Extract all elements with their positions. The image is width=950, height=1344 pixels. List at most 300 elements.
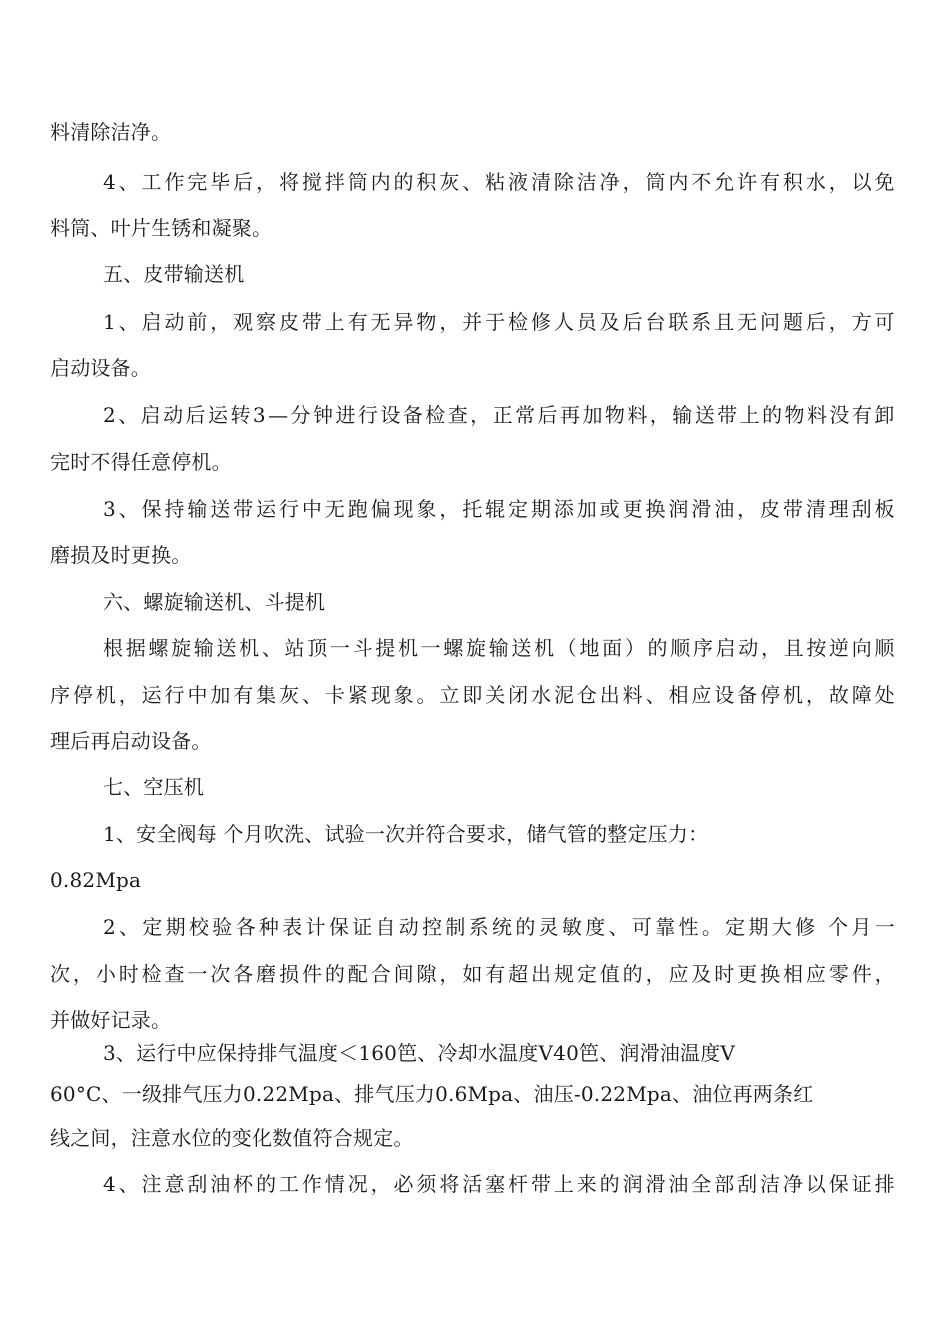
text-glyph: 螺 — [443, 636, 464, 660]
text-glyph: 小 — [95, 962, 117, 986]
text-line: 完时不得任意停机。 — [50, 450, 232, 474]
text-glyph: 添 — [553, 497, 575, 521]
text-glyph: 带 — [782, 497, 804, 521]
text-line: 磨损及时更换。 — [50, 543, 192, 567]
text-glyph: 证 — [851, 1172, 872, 1196]
text-glyph: 分 — [290, 403, 311, 427]
text-glyph: 一 — [874, 915, 895, 939]
text-glyph: 动 — [398, 915, 419, 939]
text-glyph: 滑 — [645, 1172, 666, 1196]
text-glyph: 将 — [439, 1172, 460, 1196]
text-glyph: 正 — [492, 403, 513, 427]
text-glyph: 料 — [806, 403, 828, 427]
text-glyph: 台 — [645, 310, 666, 334]
text-glyph: 的 — [324, 962, 346, 986]
text-glyph: 换 — [645, 497, 666, 521]
text-glyph: 系 — [468, 915, 489, 939]
text-line: 理后再启动设备。 — [50, 729, 212, 753]
text-glyph: 动 — [738, 636, 759, 660]
text-glyph: 故 — [828, 683, 850, 707]
text-glyph: 据 — [125, 636, 146, 660]
text-glyph: 泥 — [553, 683, 575, 707]
text-glyph: 制 — [445, 915, 466, 939]
text-glyph: 无 — [324, 497, 345, 521]
text-glyph: 皮 — [760, 497, 781, 521]
text-glyph: ， — [439, 962, 460, 986]
text-glyph: 4 — [103, 170, 116, 194]
text-glyph: 仓 — [576, 683, 598, 707]
text-glyph: 检 — [508, 310, 529, 334]
text-glyph: 即 — [462, 683, 483, 707]
text-glyph: 2 — [103, 403, 116, 427]
text-glyph: 后 — [622, 310, 643, 334]
text-glyph: 毕 — [210, 170, 231, 194]
text-glyph: 灵 — [538, 915, 559, 939]
text-glyph: 次 — [50, 962, 71, 986]
text-glyph: 系 — [691, 310, 712, 334]
text-glyph: 观 — [233, 310, 254, 334]
text-glyph: 现 — [370, 683, 391, 707]
text-glyph: 超 — [508, 962, 529, 986]
text-glyph: 输 — [672, 403, 693, 427]
text-glyph: 后 — [805, 310, 827, 334]
text-glyph: 一 — [420, 636, 441, 660]
text-glyph: 备 — [737, 683, 758, 707]
text-glyph: 料 — [622, 683, 643, 707]
text-glyph: 洁 — [760, 1172, 781, 1196]
text-glyph: 杯 — [233, 1172, 254, 1196]
text-glyph: 月 — [851, 915, 872, 939]
text-line — [50, 960, 895, 988]
text-glyph: 油 — [210, 1172, 231, 1196]
text-glyph: 立 — [439, 683, 460, 707]
text-glyph: 的 — [393, 170, 414, 194]
text-glyph: 隙 — [416, 962, 437, 986]
text-glyph: 修 — [795, 915, 816, 939]
text-glyph: 作 — [164, 170, 185, 194]
text-glyph: 、 — [118, 403, 139, 427]
text-glyph: 象 — [416, 497, 437, 521]
text-line — [103, 913, 895, 941]
text-glyph: 定 — [142, 915, 163, 939]
text-glyph: 灰 — [279, 683, 300, 707]
text-glyph: 完 — [187, 170, 208, 194]
text-glyph: 序 — [50, 683, 71, 707]
text-glyph: 油 — [714, 497, 735, 521]
text-glyph: 将 — [278, 170, 300, 194]
text-glyph: 皮 — [278, 310, 300, 334]
text-glyph: 塞 — [485, 1172, 506, 1196]
text-glyph: 控 — [422, 915, 443, 939]
text-glyph: ， — [805, 683, 827, 707]
text-line — [103, 634, 895, 662]
text-glyph: 油 — [668, 1172, 689, 1196]
text-glyph: ， — [210, 310, 231, 334]
text-glyph: 斗 — [352, 636, 373, 660]
text-glyph: 刮 — [851, 497, 872, 521]
text-glyph: 须 — [416, 1172, 437, 1196]
text-glyph: 根 — [103, 636, 124, 660]
text-glyph: 滑 — [691, 497, 712, 521]
text-glyph: 偏 — [370, 497, 391, 521]
text-glyph: 积 — [416, 170, 437, 194]
text-glyph: 情 — [324, 1172, 345, 1196]
text-glyph: 查 — [447, 403, 468, 427]
text-glyph: 物 — [784, 403, 805, 427]
text-glyph: 件 — [301, 962, 323, 986]
text-glyph: 启 — [715, 636, 736, 660]
text-glyph: 运 — [141, 683, 162, 707]
text-glyph: 应 — [668, 962, 689, 986]
text-glyph: 输 — [187, 497, 208, 521]
text-glyph: ， — [649, 403, 670, 427]
text-glyph: 螺 — [148, 636, 169, 660]
text-glyph: 清 — [530, 170, 552, 194]
text-glyph: 4 — [103, 1172, 116, 1196]
text-glyph: 题 — [782, 310, 804, 334]
text-glyph: 前 — [187, 310, 208, 334]
text-glyph: 卡 — [324, 683, 346, 707]
text-glyph: 进 — [335, 403, 356, 427]
text-glyph: 中 — [301, 497, 323, 521]
text-glyph: 有 — [485, 962, 506, 986]
text-glyph: 行 — [164, 683, 185, 707]
text-glyph: 带 — [301, 310, 323, 334]
text-glyph: 备 — [402, 403, 424, 427]
text-glyph: 顺 — [874, 636, 895, 660]
text-glyph: 全 — [691, 1172, 712, 1196]
text-glyph: 1 — [103, 310, 116, 334]
text-glyph: 无 — [737, 310, 758, 334]
text-glyph: ， — [118, 683, 139, 707]
text-glyph: 统 — [492, 915, 513, 939]
text-glyph: 地 — [579, 636, 600, 660]
text-line — [103, 401, 895, 429]
text-glyph: 序 — [692, 636, 714, 660]
text-glyph: ， — [439, 497, 460, 521]
text-glyph: 液 — [508, 170, 529, 194]
text-glyph: 2 — [103, 915, 116, 939]
text-glyph: 带 — [717, 403, 738, 427]
text-glyph: 必 — [393, 1172, 414, 1196]
text-glyph: 转 — [230, 403, 251, 427]
text-glyph: 应 — [805, 962, 827, 986]
text-glyph: 、 — [118, 310, 139, 334]
text-glyph: 润 — [622, 1172, 643, 1196]
text-glyph: 于 — [485, 310, 506, 334]
text-glyph: 各 — [235, 915, 256, 939]
text-glyph: 或 — [599, 497, 620, 521]
text-glyph: 定 — [508, 497, 529, 521]
text-glyph: ， — [874, 962, 895, 986]
text-glyph: 自 — [375, 915, 396, 939]
text-glyph: 顺 — [670, 636, 691, 660]
text-glyph: 、 — [301, 683, 323, 707]
text-glyph: ， — [256, 170, 277, 194]
text-glyph: 值 — [599, 962, 620, 986]
text-glyph: ， — [439, 310, 460, 334]
text-glyph: 、 — [462, 170, 483, 194]
text-glyph: 有 — [760, 170, 781, 194]
text-glyph: ， — [622, 170, 643, 194]
text-glyph: 3 — [252, 403, 266, 427]
text-glyph: 不 — [691, 170, 712, 194]
text-glyph: 灰 — [439, 170, 460, 194]
text-glyph: 、 — [261, 636, 283, 660]
text-glyph: ， — [760, 636, 782, 660]
text-line: 0.82Mpa — [50, 868, 142, 892]
text-glyph: 运 — [208, 403, 229, 427]
text-glyph: 损 — [279, 962, 300, 986]
text-glyph: 送 — [694, 403, 715, 427]
text-glyph: 后 — [233, 170, 254, 194]
text-glyph: 处 — [874, 683, 895, 707]
text-glyph: 更 — [737, 962, 758, 986]
text-glyph: 、 — [608, 915, 629, 939]
text-glyph: 常 — [515, 403, 536, 427]
text-glyph: 运 — [256, 497, 277, 521]
text-glyph: 顶 — [307, 636, 328, 660]
text-glyph: 送 — [216, 636, 237, 660]
text-glyph: 异 — [393, 310, 414, 334]
text-glyph: 水 — [805, 170, 827, 194]
text-glyph: 工 — [141, 170, 162, 194]
text-glyph: 及 — [691, 962, 712, 986]
text-glyph: 保 — [141, 497, 162, 521]
text-glyph: 带 — [233, 497, 254, 521]
text-line: 60°C、一级排气压力0.22Mpa、排气压力0.6Mpa、油压-0.22Mpa、油位再两条红 — [50, 1082, 814, 1106]
text-glyph: 员 — [576, 310, 597, 334]
text-glyph: 换 — [760, 962, 781, 986]
text-glyph: 如 — [462, 962, 483, 986]
text-glyph: 保 — [828, 1172, 849, 1196]
text-glyph: 搅 — [301, 170, 323, 194]
text-line: 料清除洁净。 — [50, 120, 172, 144]
text-glyph: 托 — [462, 497, 483, 521]
text-glyph: 时 — [118, 962, 139, 986]
text-glyph: 有 — [233, 683, 254, 707]
text-glyph: 行 — [278, 497, 300, 521]
text-glyph: 上 — [739, 403, 760, 427]
text-glyph: 加 — [210, 683, 231, 707]
text-glyph: 定 — [725, 915, 746, 939]
text-glyph: 中 — [187, 683, 208, 707]
text-glyph: 方 — [851, 310, 872, 334]
text-glyph: 向 — [851, 636, 872, 660]
text-glyph: 的 — [599, 1172, 620, 1196]
text-glyph: 应 — [691, 683, 712, 707]
text-glyph: 送 — [210, 497, 231, 521]
text-glyph: 注 — [141, 1172, 162, 1196]
text-glyph: 上 — [324, 310, 345, 334]
text-glyph: 联 — [668, 310, 689, 334]
text-glyph: 保 — [328, 915, 350, 939]
text-glyph: 卸 — [874, 403, 895, 427]
text-glyph: 免 — [874, 170, 895, 194]
text-glyph: 加 — [582, 403, 603, 427]
text-glyph: 检 — [141, 962, 162, 986]
section-heading: 五、皮带输送机 — [103, 262, 245, 286]
text-glyph: 杆 — [508, 1172, 529, 1196]
text-glyph: 相 — [783, 962, 804, 986]
text-glyph: 筒 — [645, 170, 666, 194]
text-glyph: 动 — [163, 403, 184, 427]
text-glyph: 现 — [393, 497, 414, 521]
text-glyph: 旋 — [466, 636, 487, 660]
text-glyph: 净 — [782, 1172, 804, 1196]
text-glyph: 性 — [678, 915, 699, 939]
text-glyph: 启 — [141, 310, 162, 334]
text-glyph: 持 — [164, 497, 185, 521]
text-glyph: 工 — [278, 1172, 300, 1196]
text-glyph: 时 — [714, 962, 735, 986]
text-glyph: 有 — [851, 403, 873, 427]
text-glyph: 检 — [425, 403, 446, 427]
text-glyph: 、 — [645, 683, 666, 707]
text-line: 3、运行中应保持排气温度＜160笆、冷却水温度V40笆、润滑油温度V — [103, 1041, 736, 1065]
text-glyph: 且 — [783, 636, 804, 660]
text-glyph: 逆 — [829, 636, 850, 660]
text-glyph: 出 — [531, 962, 552, 986]
text-glyph: 一 — [329, 636, 351, 660]
text-glyph: 紧 — [347, 683, 368, 707]
text-glyph: 出 — [599, 683, 620, 707]
text-glyph: 可 — [874, 310, 895, 334]
text-glyph: 内 — [370, 170, 391, 194]
text-glyph: 板 — [874, 497, 895, 521]
text-glyph: 期 — [530, 497, 552, 521]
text-glyph: 的 — [622, 962, 643, 986]
text-glyph: 面 — [602, 636, 623, 660]
text-glyph: 并 — [462, 310, 483, 334]
text-glyph: 的 — [762, 403, 783, 427]
text-glyph: 关 — [485, 683, 506, 707]
text-glyph: ， — [645, 962, 666, 986]
text-glyph: 次 — [210, 962, 231, 986]
text-glyph: 。 — [701, 915, 723, 939]
text-glyph: 人 — [553, 310, 575, 334]
text-glyph: 带 — [530, 1172, 552, 1196]
text-glyph: 个 — [828, 915, 849, 939]
text-glyph: 的 — [515, 915, 536, 939]
text-glyph: 一 — [187, 962, 208, 986]
text-glyph: 3 — [103, 497, 116, 521]
text-glyph: 、 — [118, 1172, 139, 1196]
section-heading: 七、空压机 — [103, 775, 204, 799]
text-glyph: 意 — [164, 1172, 185, 1196]
text-glyph: 的 — [256, 1172, 277, 1196]
text-glyph: 机 — [95, 683, 117, 707]
text-glyph: 种 — [258, 915, 280, 939]
text-glyph: 集 — [256, 683, 277, 707]
text-glyph: 各 — [233, 962, 254, 986]
text-glyph: 提 — [375, 636, 396, 660]
text-line: 启动设备。 — [50, 356, 151, 380]
text-glyph: 计 — [305, 915, 326, 939]
text-glyph: 可 — [631, 915, 653, 939]
text-line — [103, 1170, 895, 1198]
text-glyph: 、 — [118, 170, 139, 194]
text-glyph: 更 — [622, 497, 643, 521]
text-glyph: 以 — [851, 170, 872, 194]
text-line — [103, 168, 895, 196]
text-glyph: 敏 — [561, 915, 583, 939]
text-glyph: 查 — [164, 962, 185, 986]
text-glyph: 合 — [370, 962, 391, 986]
text-glyph: 内 — [668, 170, 689, 194]
text-glyph: 物 — [604, 403, 626, 427]
text-line: 并做好记录。 — [50, 1008, 172, 1032]
text-glyph: 相 — [668, 683, 689, 707]
text-glyph: 闭 — [508, 683, 529, 707]
text-glyph: 证 — [352, 915, 373, 939]
text-glyph: 大 — [771, 915, 792, 939]
text-glyph — [818, 913, 825, 941]
text-glyph: 动 — [164, 310, 185, 334]
text-line: 料筒、叶片生锈和凝聚。 — [50, 216, 273, 240]
text-glyph: 输 — [193, 636, 214, 660]
text-glyph: 度 — [585, 915, 606, 939]
text-glyph: 钟 — [313, 403, 334, 427]
text-glyph: 件 — [851, 962, 872, 986]
text-glyph: 停 — [760, 683, 781, 707]
text-glyph: 停 — [72, 683, 94, 707]
text-glyph: 磨 — [256, 962, 277, 986]
text-glyph: ） — [624, 636, 646, 660]
text-glyph: 验 — [212, 915, 233, 939]
text-glyph: 定 — [576, 962, 598, 986]
text-glyph: 零 — [828, 962, 850, 986]
text-glyph: 上 — [553, 1172, 575, 1196]
text-glyph: ， — [828, 170, 849, 194]
text-glyph: 配 — [347, 962, 368, 986]
text-glyph: 、 — [118, 497, 139, 521]
text-glyph: 后 — [185, 403, 206, 427]
text-glyph: ， — [370, 1172, 391, 1196]
text-glyph: 站 — [284, 636, 305, 660]
text-glyph: 设 — [714, 683, 735, 707]
text-glyph: 表 — [282, 915, 303, 939]
text-glyph: 清 — [805, 497, 827, 521]
text-glyph: 刮 — [187, 1172, 208, 1196]
text-glyph: 部 — [714, 1172, 735, 1196]
text-glyph: ， — [737, 497, 758, 521]
text-glyph: 修 — [530, 310, 552, 334]
text-glyph: 排 — [874, 1172, 895, 1196]
text-glyph: 的 — [647, 636, 668, 660]
text-glyph: 、 — [119, 915, 140, 939]
text-glyph: 。 — [416, 683, 437, 707]
text-glyph: 净 — [599, 170, 620, 194]
text-glyph: 水 — [531, 683, 552, 707]
text-glyph: 启 — [140, 403, 161, 427]
text-glyph: 障 — [851, 683, 872, 707]
text-glyph: 物 — [416, 310, 437, 334]
text-glyph: 作 — [301, 1172, 323, 1196]
text-line — [103, 495, 895, 523]
text-glyph: 后 — [537, 403, 558, 427]
text-glyph: 期 — [748, 915, 769, 939]
text-glyph: 来 — [576, 1172, 597, 1196]
text-glyph: 机 — [397, 636, 419, 660]
text-glyph: 设 — [380, 403, 401, 427]
text-glyph: 润 — [668, 497, 689, 521]
text-glyph: ， — [828, 310, 849, 334]
text-glyph: 问 — [760, 310, 781, 334]
text-glyph: 靠 — [655, 915, 676, 939]
text-glyph: 无 — [370, 310, 391, 334]
text-glyph: 况 — [347, 1172, 368, 1196]
